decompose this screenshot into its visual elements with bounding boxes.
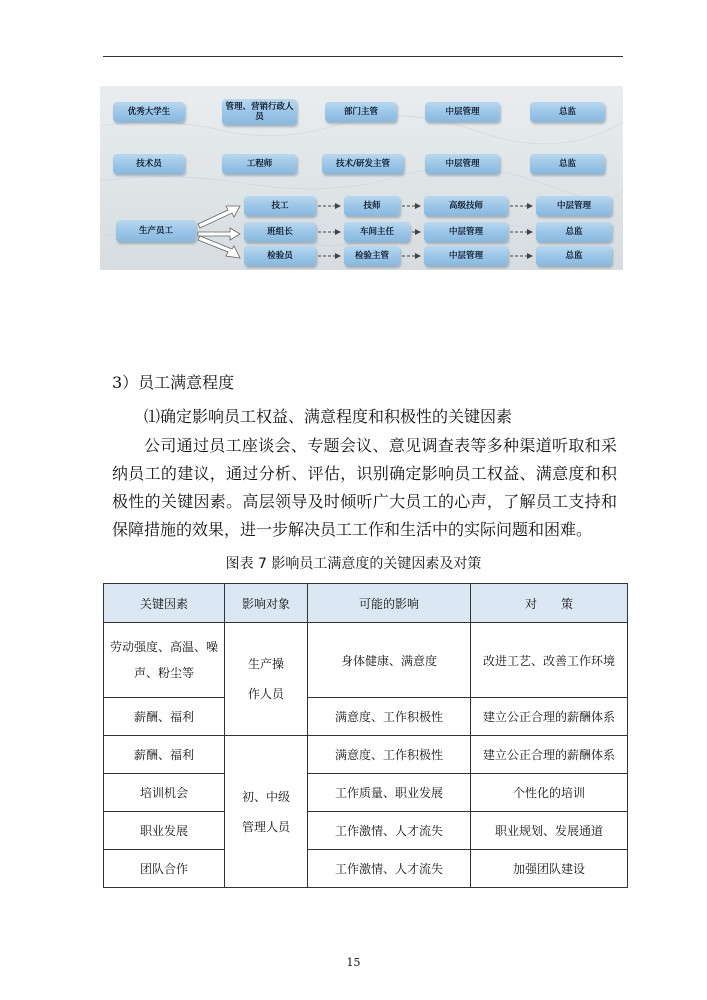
measure-cell: 改进工艺、改善工作环境 (471, 623, 628, 698)
target-cell: 生产操作人员 (225, 623, 308, 736)
node-skilled-worker: 技工 (244, 196, 316, 216)
header-possible-impact: 可能的影响 (308, 584, 471, 623)
table-row (104, 736, 628, 774)
measure-cell: 建立公正合理的薪酬体系 (471, 698, 628, 736)
table-row (104, 623, 628, 698)
page-number: 15 (346, 956, 361, 969)
measure-cell: 建立公正合理的薪酬体系 (471, 736, 628, 774)
node-production-staff: 生产员工 (116, 220, 196, 242)
career-path-diagram (100, 86, 623, 270)
target-cell: 初、中级管理人员 (225, 736, 308, 888)
node-workshop-director: 车间主任 (344, 222, 410, 242)
node-technician-master: 技师 (344, 196, 400, 216)
node-director: 总监 (530, 102, 605, 122)
node-team-leader: 班组长 (244, 222, 316, 242)
node-director: 总监 (536, 246, 612, 266)
node-inspection-supervisor: 检验主管 (344, 246, 400, 266)
node-outstanding-graduate: 优秀大学生 (113, 102, 185, 122)
measure-cell: 职业规划、发展通道 (471, 812, 628, 850)
node-middle-management: 中层管理 (425, 154, 500, 174)
impact-cell: 满意度、工作积极性 (308, 736, 471, 774)
impact-cell: 身体健康、满意度 (308, 623, 471, 698)
measure-cell: 个性化的培训 (471, 774, 628, 812)
measure-cell: 加强团队建设 (471, 850, 628, 888)
impact-cell: 工作质量、职业发展 (308, 774, 471, 812)
node-middle-management: 中层管理 (536, 196, 612, 216)
node-middle-management: 中层管理 (424, 222, 508, 242)
table-row (104, 850, 628, 888)
header-rule (103, 56, 623, 57)
node-middle-management: 中层管理 (425, 102, 500, 122)
node-rd-supervisor: 技术/研发主管 (322, 154, 404, 174)
node-director: 总监 (536, 222, 612, 242)
factor-cell: 团队合作 (104, 850, 225, 888)
impact-cell: 满意度、工作积极性 (308, 698, 471, 736)
factor-cell: 劳动强度、高温、噪声、粉尘等 (104, 623, 225, 698)
node-inspector: 检验员 (244, 246, 316, 266)
table-caption: 图表 7 影响员工满意度的关键因素及对策 (225, 556, 482, 572)
impact-cell: 工作激情、人才流失 (308, 812, 471, 850)
node-director: 总监 (530, 154, 605, 174)
node-technician: 技术员 (113, 154, 185, 174)
body-paragraph: 公司通过员工座谈会、专题会议、意见调查表等多种渠道听取和采纳员工的建议，通过分析、评估，识别确定影响员工权益、满意度和积极性的关键因素。高层领导及时倾听广大员工的心声，了解员工支持和保障措施的效果，进一步解决员工工作和生活中的实际问题和困难。 (112, 436, 617, 539)
node-middle-management: 中层管理 (424, 246, 508, 266)
factors-table (103, 583, 628, 888)
node-engineer: 工程师 (222, 154, 297, 174)
table-row (104, 698, 628, 736)
header-affected-group: 影响对象 (225, 584, 308, 623)
factor-cell: 薪酬、福利 (104, 736, 225, 774)
factor-cell: 薪酬、福利 (104, 698, 225, 736)
section-heading: 3）员工满意程度 (112, 373, 235, 392)
factor-cell: 职业发展 (104, 812, 225, 850)
node-senior-technician: 高级技师 (424, 196, 508, 216)
table-header-row (104, 584, 628, 623)
table-row (104, 812, 628, 850)
table-row (104, 774, 628, 812)
node-management-sales: 管理、营销行政人员 (222, 99, 297, 125)
header-key-factor: 关键因素 (104, 584, 225, 623)
sub-heading: ⑴确定影响员工权益、满意程度和积极性的关键因素 (144, 407, 513, 426)
header-countermeasure: 对 策 (471, 584, 628, 623)
impact-cell: 工作激情、人才流失 (308, 850, 471, 888)
factor-cell: 培训机会 (104, 774, 225, 812)
node-department-head: 部门主管 (325, 102, 397, 122)
